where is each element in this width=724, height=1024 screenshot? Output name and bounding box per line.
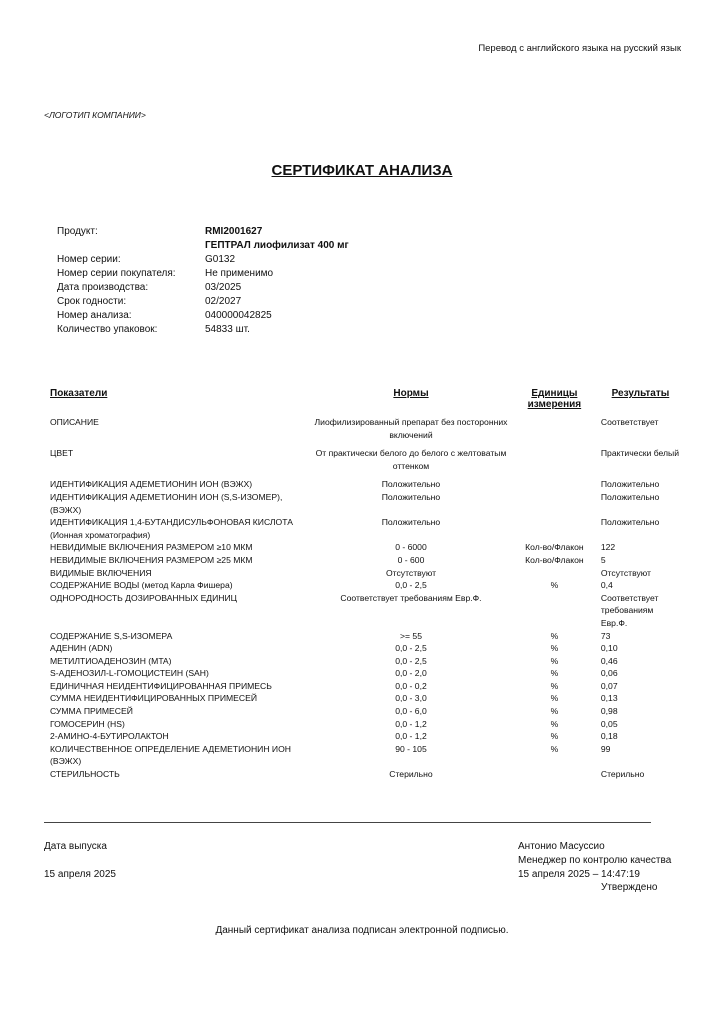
product-name: ГЕПТРАЛ лиофилизат 400 мг [205, 240, 349, 251]
cell-parameter: СТЕРИЛЬНОСТЬ [50, 769, 120, 780]
analysis-number: 040000042825 [205, 310, 272, 321]
table-header [50, 388, 680, 410]
cell-norm: Отсутствуют [385, 567, 437, 578]
cell-parameter: ИДЕНТИФИКАЦИЯ АДЕМЕТИОНИН ИОН (ВЭЖХ) [50, 479, 253, 490]
cell-units [508, 567, 601, 580]
table-row [50, 567, 680, 580]
cell-norm: 0,0 - 2,5 [395, 655, 427, 666]
divider [44, 822, 651, 823]
cell-norm: 0,0 - 2,0 [395, 668, 427, 679]
cell-parameter: МЕТИЛТИОАДЕНОЗИН (MTA) [50, 655, 172, 666]
info-label: Номер серии покупателя: [57, 268, 176, 279]
cell-result: 0,4 [600, 580, 613, 591]
cell-norm: 0,0 - 2,5 [395, 643, 427, 654]
header-parameter: Показатели [50, 388, 108, 399]
cell-units [508, 478, 601, 491]
info-row-customer-batch [57, 267, 349, 281]
cell-units [508, 768, 601, 781]
translation-note: Перевод с английского языка на русский язык [478, 43, 681, 54]
info-label: Срок годности: [57, 296, 127, 307]
cell-result: 0,06 [600, 668, 618, 679]
signed-at: 15 апреля 2025 – 14:47:19 [518, 869, 640, 880]
results-table [50, 388, 680, 781]
table-row [50, 478, 680, 491]
cell-result: Положительно [600, 491, 660, 502]
cell-norm: 90 - 105 [395, 743, 427, 754]
cell-result: 0,98 [600, 706, 618, 717]
batch-number: G0132 [205, 254, 236, 265]
table-row [50, 705, 680, 718]
info-row-product-name [57, 239, 349, 253]
table-row [50, 554, 680, 567]
cell-result: 0,46 [600, 655, 618, 666]
cell-norm: 0,0 - 0,2 [395, 680, 427, 691]
cell-result: Положительно [600, 517, 660, 528]
table-row [50, 592, 680, 630]
cell-result: Отсутствуют [600, 567, 651, 578]
cell-norm: Положительно [381, 517, 441, 528]
cell-parameter: СУММА ПРИМЕСЕЙ [50, 706, 133, 717]
release-label: Дата выпуска [44, 841, 107, 852]
table-row [50, 718, 680, 731]
table-row [50, 541, 680, 554]
cell-result: 0,07 [600, 680, 618, 691]
cell-norm: >= 55 [399, 630, 422, 641]
signer-name: Антонио Масуссио [518, 841, 605, 852]
cell-result: 0,13 [600, 693, 618, 704]
info-label: Количество упаковок: [57, 324, 158, 335]
info-label: Номер серии: [57, 254, 121, 265]
table-row [50, 491, 680, 516]
cell-norm: Положительно [381, 491, 441, 502]
header-result: Результаты [611, 388, 670, 399]
cell-units: % [550, 668, 559, 679]
customer-batch-number: Не применимо [205, 268, 274, 279]
cell-result: Практически белый [600, 448, 680, 459]
cell-units [508, 516, 601, 541]
cell-parameter: НЕВИДИМЫЕ ВКЛЮЧЕНИЯ РАЗМЕРОМ ≥25 МКМ [50, 554, 253, 565]
cell-units [508, 416, 601, 441]
cell-units: % [550, 580, 559, 591]
release-date: 15 апреля 2025 [44, 869, 116, 880]
table-row [50, 416, 680, 441]
release-block [44, 840, 116, 882]
cell-parameter: СОДЕРЖАНИЕ S,S-ИЗОМЕРА [50, 630, 173, 641]
page-title: СЕРТИФИКАТ АНАЛИЗА [271, 162, 453, 179]
cell-parameter: S-АДЕНОЗИЛ-L-ГОМОЦИСТЕИН (SAH) [50, 668, 209, 679]
cell-norm: 0,0 - 3,0 [395, 693, 427, 704]
package-count: 54833 шт. [205, 324, 250, 335]
cell-result: 99 [600, 743, 611, 754]
cell-units: Кол-во/Флакон [525, 554, 584, 565]
cell-result: 0,18 [600, 731, 618, 742]
cell-units: % [550, 655, 559, 666]
cell-units: % [550, 743, 559, 754]
cell-parameter: ИДЕНТИФИКАЦИЯ АДЕМЕТИОНИН ИОН (S,S-ИЗОМЕР), (ВЭЖХ) [50, 491, 283, 515]
cell-units: % [550, 731, 559, 742]
info-row-batch [57, 253, 349, 267]
cell-parameter: КОЛИЧЕСТВЕННОЕ ОПРЕДЕЛЕНИЕ АДЕМЕТИОНИН ИОН (ВЭЖХ) [50, 743, 291, 767]
info-row-manufacture-date [57, 281, 349, 295]
table-row [50, 768, 680, 781]
table-row [50, 655, 680, 668]
approved-label: Утверждено [601, 882, 658, 893]
table-body [50, 416, 680, 781]
cell-parameter: ГОМОСЕРИН (HS) [50, 718, 125, 729]
cell-result: Стерильно [600, 769, 645, 780]
company-logo-placeholder: <ЛОГОТИП КОМПАНИИ> [44, 110, 146, 120]
cell-result: 5 [600, 554, 606, 565]
expiry-date: 02/2027 [205, 296, 242, 307]
cell-norm: Стерильно [389, 769, 433, 780]
info-label: Дата производства: [57, 282, 149, 293]
cell-result: 122 [600, 542, 616, 553]
cell-parameter: ВИДИМЫЕ ВКЛЮЧЕНИЯ [50, 567, 152, 578]
table-row [50, 680, 680, 693]
cell-units: Кол-во/Флакон [525, 542, 584, 553]
info-row-package-count [57, 323, 349, 337]
cell-parameter: АДЕНИН (ADN) [50, 643, 113, 654]
cell-norm: Лиофилизированный препарат без посторонних включений [314, 417, 508, 440]
cell-parameter: СУММА НЕИДЕНТИФИЦИРОВАННЫХ ПРИМЕСЕЙ [50, 693, 257, 704]
cell-norm: 0 - 6000 [395, 542, 427, 553]
signature-block [518, 840, 671, 882]
cell-units: % [550, 693, 559, 704]
cell-units [508, 592, 601, 630]
table-row [50, 730, 680, 743]
cell-norm: 0 - 600 [397, 554, 425, 565]
signer-title: Менеджер по контролю качества [518, 855, 672, 866]
product-info [57, 225, 349, 337]
table-row [50, 642, 680, 655]
esignature-note: Данный сертификат анализа подписан электронной подписью. [215, 925, 509, 936]
cell-result: 0,10 [600, 643, 618, 654]
cell-norm: Соответствует требованиям Евр.Ф. [340, 592, 482, 603]
header-norm: Нормы [393, 388, 429, 399]
header-units: Единицы измерения [527, 388, 582, 410]
cell-units [508, 491, 601, 516]
product-code: RMI2001627 [205, 226, 263, 237]
cell-units: % [550, 643, 559, 654]
cell-norm: Положительно [381, 479, 441, 490]
cell-units: % [550, 680, 559, 691]
cell-result: 0,05 [600, 718, 618, 729]
cell-parameter: ЦВЕТ [50, 448, 74, 459]
table-row [50, 743, 680, 768]
table-row [50, 667, 680, 680]
info-row-product [57, 225, 349, 239]
cell-norm: 0,0 - 1,2 [395, 731, 427, 742]
cell-norm: 0,0 - 6,0 [395, 706, 427, 717]
cell-result: 73 [600, 630, 611, 641]
info-label: Продукт: [57, 226, 98, 237]
table-row [50, 579, 680, 592]
cell-parameter: СОДЕРЖАНИЕ ВОДЫ (метод Карла Фишера) [50, 580, 233, 591]
info-row-expiry [57, 295, 349, 309]
cell-result: Положительно [600, 479, 660, 490]
table-row [50, 692, 680, 705]
cell-units: % [550, 630, 559, 641]
cell-parameter: НЕВИДИМЫЕ ВКЛЮЧЕНИЯ РАЗМЕРОМ ≥10 МКМ [50, 542, 253, 553]
info-label [57, 239, 205, 253]
cell-norm: 0,0 - 2,5 [395, 580, 427, 591]
table-row [50, 516, 680, 541]
cell-parameter: ОПИСАНИЕ [50, 417, 99, 427]
cell-parameter: ЕДИНИЧНАЯ НЕИДЕНТИФИЦИРОВАННАЯ ПРИМЕСЬ [50, 680, 272, 691]
cell-result: Соответствует требованиям Евр.Ф. [600, 592, 659, 628]
table-row [50, 630, 680, 643]
cell-result: Соответствует [600, 417, 659, 427]
manufacture-date: 03/2025 [205, 282, 242, 293]
cell-norm: 0,0 - 1,2 [395, 718, 427, 729]
cell-units: % [550, 718, 559, 729]
cell-units: % [550, 706, 559, 717]
cell-units [508, 447, 601, 472]
cell-norm: От практически белого до белого с желтоватым оттенком [315, 448, 507, 471]
cell-parameter: ОДНОРОДНОСТЬ ДОЗИРОВАННЫХ ЕДИНИЦ [50, 592, 238, 603]
cell-parameter: 2-АМИНО-4-БУТИРОЛАКТОН [50, 731, 169, 742]
info-row-analysis-number [57, 309, 349, 323]
info-label: Номер анализа: [57, 310, 132, 321]
cell-parameter: ИДЕНТИФИКАЦИЯ 1,4-БУТАНДИСУЛЬФОНОВАЯ КИСЛОТА (Ионная хроматография) [50, 517, 293, 540]
table-row [50, 447, 680, 472]
